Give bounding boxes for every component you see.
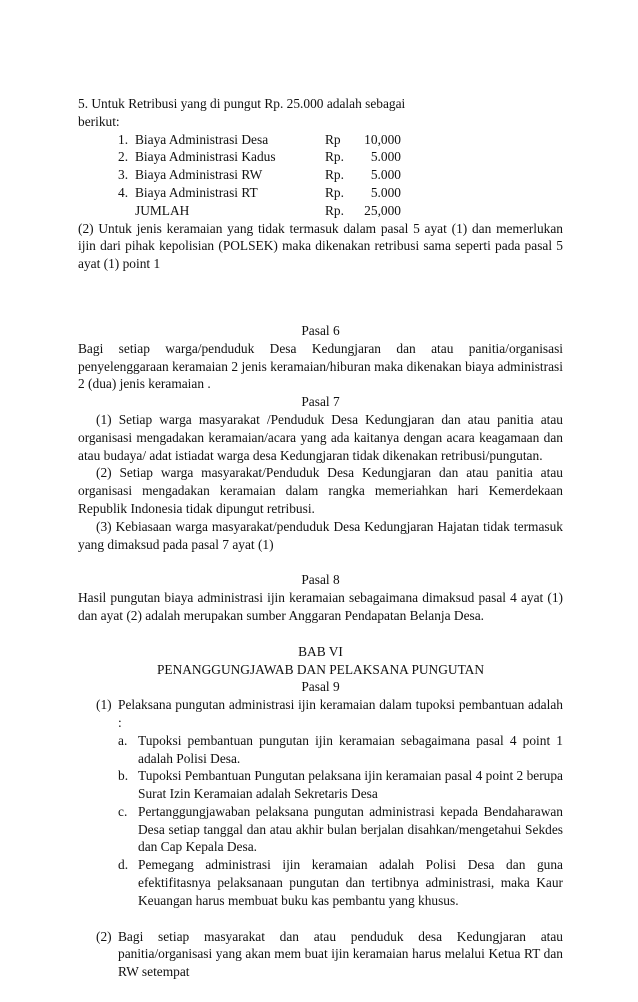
- pasal-8-text: Hasil pungutan biaya administrasi ijin keramaian sebagaimana dimaksud pasal 4 ayat (1) dan ayat (2) adalah merupakan sumber Anggaran Pendapatan Belanja Desa.: [78, 590, 563, 623]
- item-text: Pelaksana pungutan administrasi ijin keramaian dalam tupoksi pembantuan adalah :: [118, 697, 563, 730]
- item-text: Bagi setiap masyarakat dan atau penduduk desa Kedungjaran atau panitia/organisasi yang akan mem buat ijin keramaian harus melalui Ketua RT dan RW setempat: [118, 928, 563, 980]
- fee-number: 1.: [118, 131, 129, 147]
- pasal-7-title: Pasal 7: [301, 394, 340, 410]
- subitem-text: Tupoksi pembantuan pungutan ijin keramaian sebagaimana pasal 4 point 1 adalah Polisi Desa.: [138, 732, 563, 766]
- fee-name: Biaya Administrasi RT: [135, 184, 258, 200]
- fee-name: Biaya Administrasi Desa: [135, 131, 269, 147]
- spacer: [78, 553, 563, 571]
- fee-total-row: [78, 202, 563, 220]
- fee-currency: Rp.: [325, 167, 344, 183]
- fee-currency: Rp.: [325, 202, 344, 218]
- subitem-letter: b.: [118, 768, 129, 784]
- fee-amount: 5.000: [370, 184, 401, 200]
- fee-row: [78, 166, 563, 184]
- document-page: [78, 95, 563, 981]
- fee-currency: Rp: [325, 131, 341, 147]
- fee-name: Biaya Administrasi RW: [135, 167, 263, 183]
- pasal-6-text: Bagi setiap warga/penduduk Desa Kedungjaran dan atau panitia/organisasi penyelenggaraan keramaian 2 jenis keramaian/hiburan maka dikenakan biaya administrasi 2 (dua) jenis keramaian .: [78, 340, 563, 392]
- pasal-9-subitem: [78, 732, 563, 768]
- pasal-9-subitem: [78, 803, 563, 856]
- pasal-9-item: [78, 696, 563, 732]
- fee-name: Biaya Administrasi Kadus: [135, 149, 276, 165]
- intro-line: 5. Untuk Retribusi yang di pungut Rp. 25.000 adalah sebagai: [78, 96, 406, 111]
- pasal-8-title: Pasal 8: [301, 572, 340, 588]
- subitem-text: Tupoksi Pembantuan Pungutan pelaksana ijin keramaian pasal 4 point 2 berupa Surat Izin Keramaian adalah Sekretaris Desa: [138, 768, 563, 802]
- fee-total-label: JUMLAH: [135, 202, 190, 218]
- pasal-9-item: [78, 928, 563, 981]
- subitem-text: Pertanggungjawaban pelaksana pungutan administrasi kepada Bendaharawan Desa setiap tanggal dan atau akhir bulan berjalan disahkan/mengetahui Sekdes dan Cap Kepala Desa.: [138, 803, 563, 855]
- pasal-9-subitem: [78, 856, 563, 909]
- spacer: [78, 625, 563, 643]
- fee-row: [78, 131, 563, 149]
- fee-number: [118, 202, 135, 220]
- subitem-letter: a.: [118, 732, 128, 748]
- spacer: [78, 273, 563, 322]
- fee-number: 3.: [118, 167, 129, 183]
- item-number: (2): [96, 928, 112, 944]
- pasal-7-item: (3) Kebiasaan warga masyarakat/penduduk Desa Kedungjaran Hajatan tidak termasuk yang dimaksud pada pasal 7 ayat (1): [78, 518, 563, 552]
- pasal-9-title: Pasal 9: [301, 679, 340, 695]
- pasal-7-item: (1) Setiap warga masyarakat /Penduduk Desa Kedungjaran dan atau panitia atau organisasi mengadakan keramaian/acara yang ada kaitanya dengan acara keagamaan dan atau budaya/ adat istiadat warga desa Kedungjaran tidak dikenakan retribusi/pungutan.: [78, 411, 563, 463]
- chapter-subtitle: PENANGGUNGJAWAB DAN PELAKSANA PUNGUTAN: [156, 661, 485, 677]
- fee-table: [78, 131, 563, 220]
- clause-2: (2) Untuk jenis keramaian yang tidak termasuk dalam pasal 5 ayat (1) dan memerlukan ijin dari pihak kepolisian (POLSEK) maka dikenakan retribusi sama seperti pada pasal 5 ayat (1) point 1: [78, 220, 563, 272]
- fee-row: [78, 184, 563, 202]
- chapter-title: BAB VI: [298, 643, 343, 659]
- pasal-7-item: (2) Setiap warga masyarakat/Penduduk Desa Kedungjaran dan atau panitia atau organisasi mengadakan keramaian dalam rangka memeriahkan hari Kemerdekaan Republik Indonesia tidak dipungut retribusi.: [78, 465, 563, 516]
- subitem-letter: d.: [118, 857, 129, 873]
- subitem-text: Pemegang administrasi ijin keramaian adalah Polisi Desa dan guna efektifitasnya pelaksanaan pungutan dan tertibnya administrasi, maka Kaur Keuangan harus membuat buku kas pembantu yang khusus.: [138, 857, 563, 908]
- fee-number: 2.: [118, 149, 129, 165]
- intro-line: berikut:: [78, 113, 120, 129]
- pasal-6-title: Pasal 6: [301, 322, 340, 338]
- fee-row: [78, 148, 563, 166]
- pasal-9-subitem: [78, 767, 563, 803]
- fee-amount: 10,000: [364, 131, 401, 147]
- fee-amount: 5.000: [370, 149, 401, 165]
- fee-total-amount: 25,000: [364, 202, 401, 218]
- spacer: [78, 910, 563, 928]
- item-number: (1): [96, 697, 112, 713]
- subitem-letter: c.: [118, 803, 128, 819]
- fee-number: 4.: [118, 184, 129, 200]
- fee-currency: Rp.: [325, 184, 344, 200]
- fee-currency: Rp.: [325, 149, 344, 165]
- fee-amount: 5.000: [370, 167, 401, 183]
